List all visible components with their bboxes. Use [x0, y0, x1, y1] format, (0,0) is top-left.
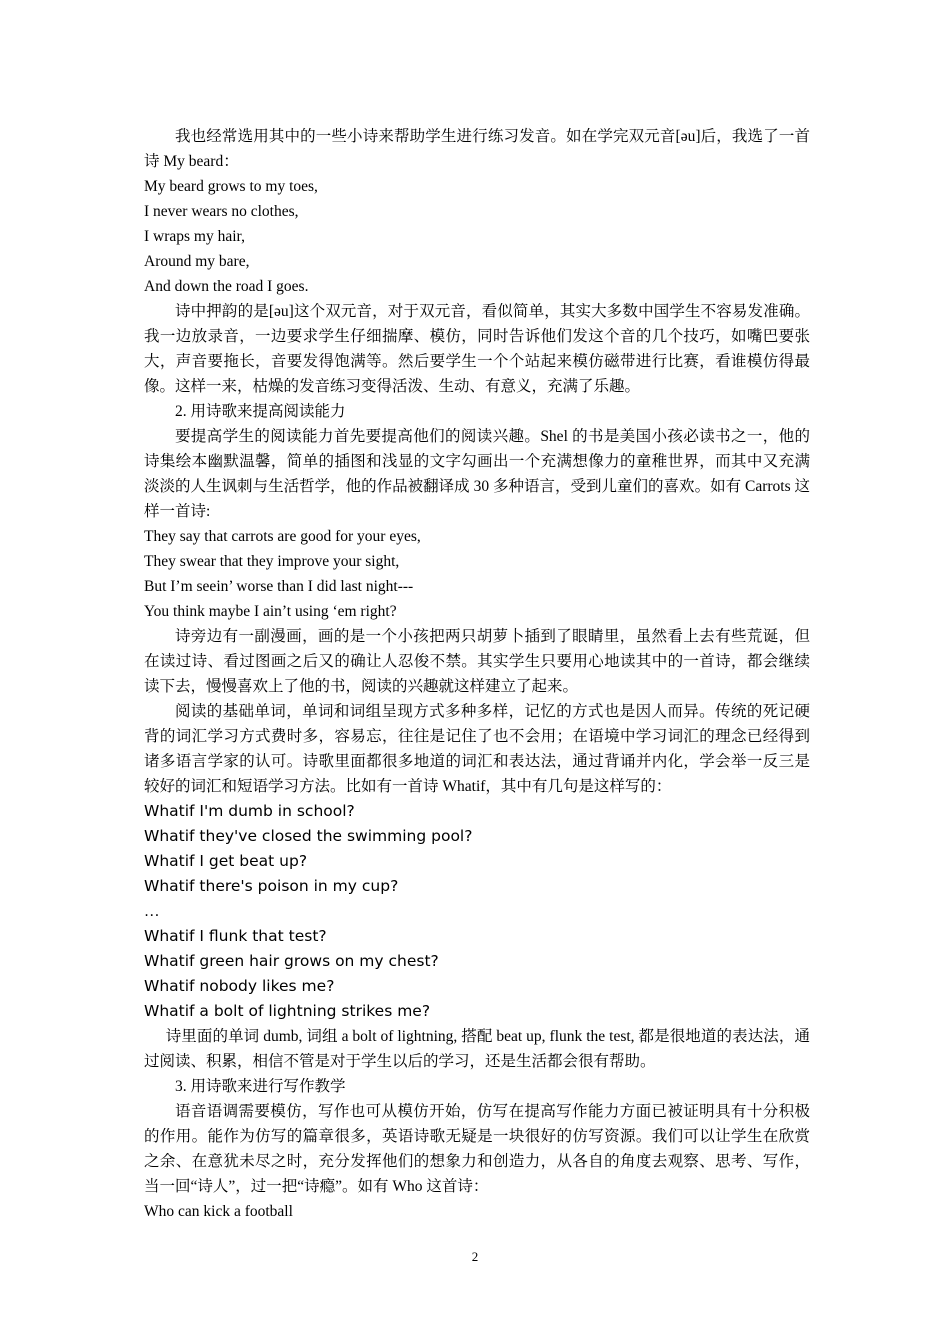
- poem-line: Whatif nobody likes me?: [144, 977, 335, 995]
- poem-line: Whatif I'm dumb in school?: [144, 802, 355, 820]
- poem-line: I wraps my hair,: [144, 228, 245, 245]
- section-heading-reading: 2. 用诗歌来提高阅读能力: [175, 403, 346, 420]
- paragraph-idioms: 诗里面的单词 dumb, 词组 a bolt of lightning, 搭配 beat up, flunk the test, 都是很地道的表达法，通过阅读、积累，相信不管是对于学生以后的学习，还是生活都会很有帮助。: [144, 1028, 810, 1070]
- poem-line: But I’m seein’ worse than I did last night---: [144, 578, 414, 595]
- poem-line: You think maybe I ain’t using ‘em right?: [144, 603, 397, 620]
- poem-line: Whatif there's poison in my cup?: [144, 877, 399, 895]
- poem-line: They swear that they improve your sight,: [144, 553, 400, 570]
- paragraph-writing: 语音语调需要模仿，写作也可从模仿开始，仿写在提高写作能力方面已被证明具有十分积极的作用。能作为仿写的篇章很多，英语诗歌无疑是一块很好的仿写资源。我们可以让学生在欣赏之余、在意犹未尽之时，充分发挥他们的想象力和创造力，从各自的角度去观察、思考、写作，当一回“诗人”，过一把“诗瘾”。如有 Who 这首诗：: [144, 1103, 810, 1195]
- poem-whatif: [144, 799, 810, 1024]
- paragraph-reading-interest: 要提高学生的阅读能力首先要提高他们的阅读兴趣。Shel 的书是美国小孩必读书之一，他的诗集绘本幽默温馨，简单的插图和浅显的文字勾画出一个充满想像力的童稚世界，而其中又充满淡淡的人生讽刺与生活哲学，他的作品被翻译成 30 多种语言，受到儿童们的喜欢。如有 Carrots 这样一首诗:: [144, 428, 810, 520]
- section-heading-writing: 3. 用诗歌来进行写作教学: [175, 1078, 346, 1095]
- page-number: 2: [471, 1249, 479, 1264]
- poem-line: Whatif they've closed the swimming pool?: [144, 827, 473, 845]
- poem-line: Who can kick a football: [144, 1203, 293, 1220]
- paragraph-diphthong: 诗中押韵的是[əu]这个双元音，对于双元音，看似简单，其实大多数中国学生不容易发准确。我一边放录音，一边要求学生仔细揣摩、模仿，同时告诉他们发这个音的几个技巧，如嘴巴要张大，声音要拖长，音要发得饱满等。然后要学生一个个站起来模仿磁带进行比赛，看谁模仿得最像。这样一来，枯燥的发音练习变得活泼、生动、有意义，充满了乐趣。: [144, 303, 810, 395]
- poem-line: My beard grows to my toes,: [144, 178, 318, 195]
- paragraph-pronunciation-intro: 我也经常选用其中的一些小诗来帮助学生进行练习发音。如在学完双元音[əu]后，我选了一首诗 My beard：: [144, 128, 810, 170]
- poem-line: And down the road I goes.: [144, 278, 309, 295]
- poem-line: Whatif I get beat up?: [144, 852, 308, 870]
- poem-line: Whatif I flunk that test?: [144, 927, 327, 945]
- page-content: [144, 124, 810, 1224]
- poem-line: Whatif green hair grows on my chest?: [144, 952, 439, 970]
- poem-ellipsis: …: [144, 903, 160, 920]
- poem-carrots: [144, 524, 810, 624]
- poem-my-beard: [144, 174, 810, 299]
- poem-line: They say that carrots are good for your eyes,: [144, 528, 421, 545]
- poem-line: I never wears no clothes,: [144, 203, 299, 220]
- paragraph-vocabulary: 阅读的基础单词，单词和词组呈现方式多种多样，记忆的方式也是因人而异。传统的死记硬背的词汇学习方式费时多，容易忘，往往是记住了也不会用；在语境中学习词汇的理念已经得到诸多语言学家的认可。诗歌里面都很多地道的词汇和表达法，通过背诵并内化，学会举一反三是较好的词汇和短语学习方法。比如有一首诗 Whatif，其中有几句是这样写的：: [144, 703, 810, 795]
- poem-line: Whatif a bolt of lightning strikes me?: [144, 1002, 431, 1020]
- poem-line: Around my bare,: [144, 253, 250, 270]
- paragraph-cartoon: 诗旁边有一副漫画，画的是一个小孩把两只胡萝卜插到了眼睛里，虽然看上去有些荒诞，但在读过诗、看过图画之后又的确让人忍俊不禁。其实学生只要用心地读其中的一首诗，都会继续读下去，慢慢喜欢上了他的书，阅读的兴趣就这样建立了起来。: [144, 628, 810, 695]
